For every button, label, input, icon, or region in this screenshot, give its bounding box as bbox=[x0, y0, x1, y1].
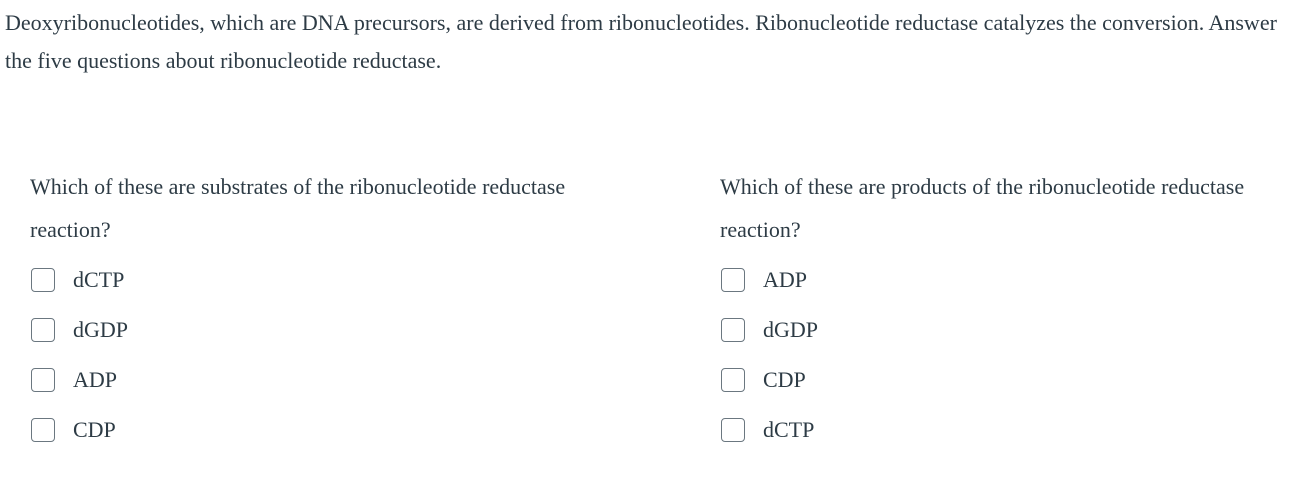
checkbox[interactable] bbox=[721, 268, 745, 292]
option-label: dCTP bbox=[73, 267, 125, 292]
intro-text: Deoxyribonucleotides, which are DNA precursors, are derived from ribonucleotides. Ribonucleotide reductase catalyzes the conversion. Answer the five questions about ribonucleotide reductase. bbox=[5, 10, 1277, 73]
option-label: dGDP bbox=[763, 317, 819, 342]
checkbox[interactable] bbox=[721, 418, 745, 442]
question-products bbox=[720, 165, 1300, 455]
option-substrate-1[interactable] bbox=[30, 255, 610, 305]
option-substrate-3[interactable] bbox=[30, 355, 610, 405]
question-prompt: Which of these are substrates of the ribonucleotide reductase reaction? bbox=[30, 174, 566, 242]
options-list bbox=[30, 255, 610, 455]
checkbox[interactable] bbox=[721, 318, 745, 342]
question-substrates bbox=[30, 165, 610, 455]
options-list bbox=[720, 255, 1300, 455]
option-product-3[interactable] bbox=[720, 355, 1300, 405]
option-product-1[interactable] bbox=[720, 255, 1300, 305]
option-product-2[interactable] bbox=[720, 305, 1300, 355]
checkbox[interactable] bbox=[31, 418, 55, 442]
option-label: CDP bbox=[73, 417, 116, 442]
question-prompt: Which of these are products of the ribonucleotide reductase reaction? bbox=[720, 174, 1245, 242]
option-label: CDP bbox=[763, 367, 806, 392]
checkbox[interactable] bbox=[31, 318, 55, 342]
option-label: dCTP bbox=[763, 417, 815, 442]
option-label: ADP bbox=[73, 367, 118, 392]
option-substrate-4[interactable] bbox=[30, 405, 610, 455]
checkbox[interactable] bbox=[721, 368, 745, 392]
option-label: dGDP bbox=[73, 317, 129, 342]
checkbox[interactable] bbox=[31, 268, 55, 292]
option-label: ADP bbox=[763, 267, 808, 292]
checkbox[interactable] bbox=[31, 368, 55, 392]
option-substrate-2[interactable] bbox=[30, 305, 610, 355]
option-product-4[interactable] bbox=[720, 405, 1300, 455]
